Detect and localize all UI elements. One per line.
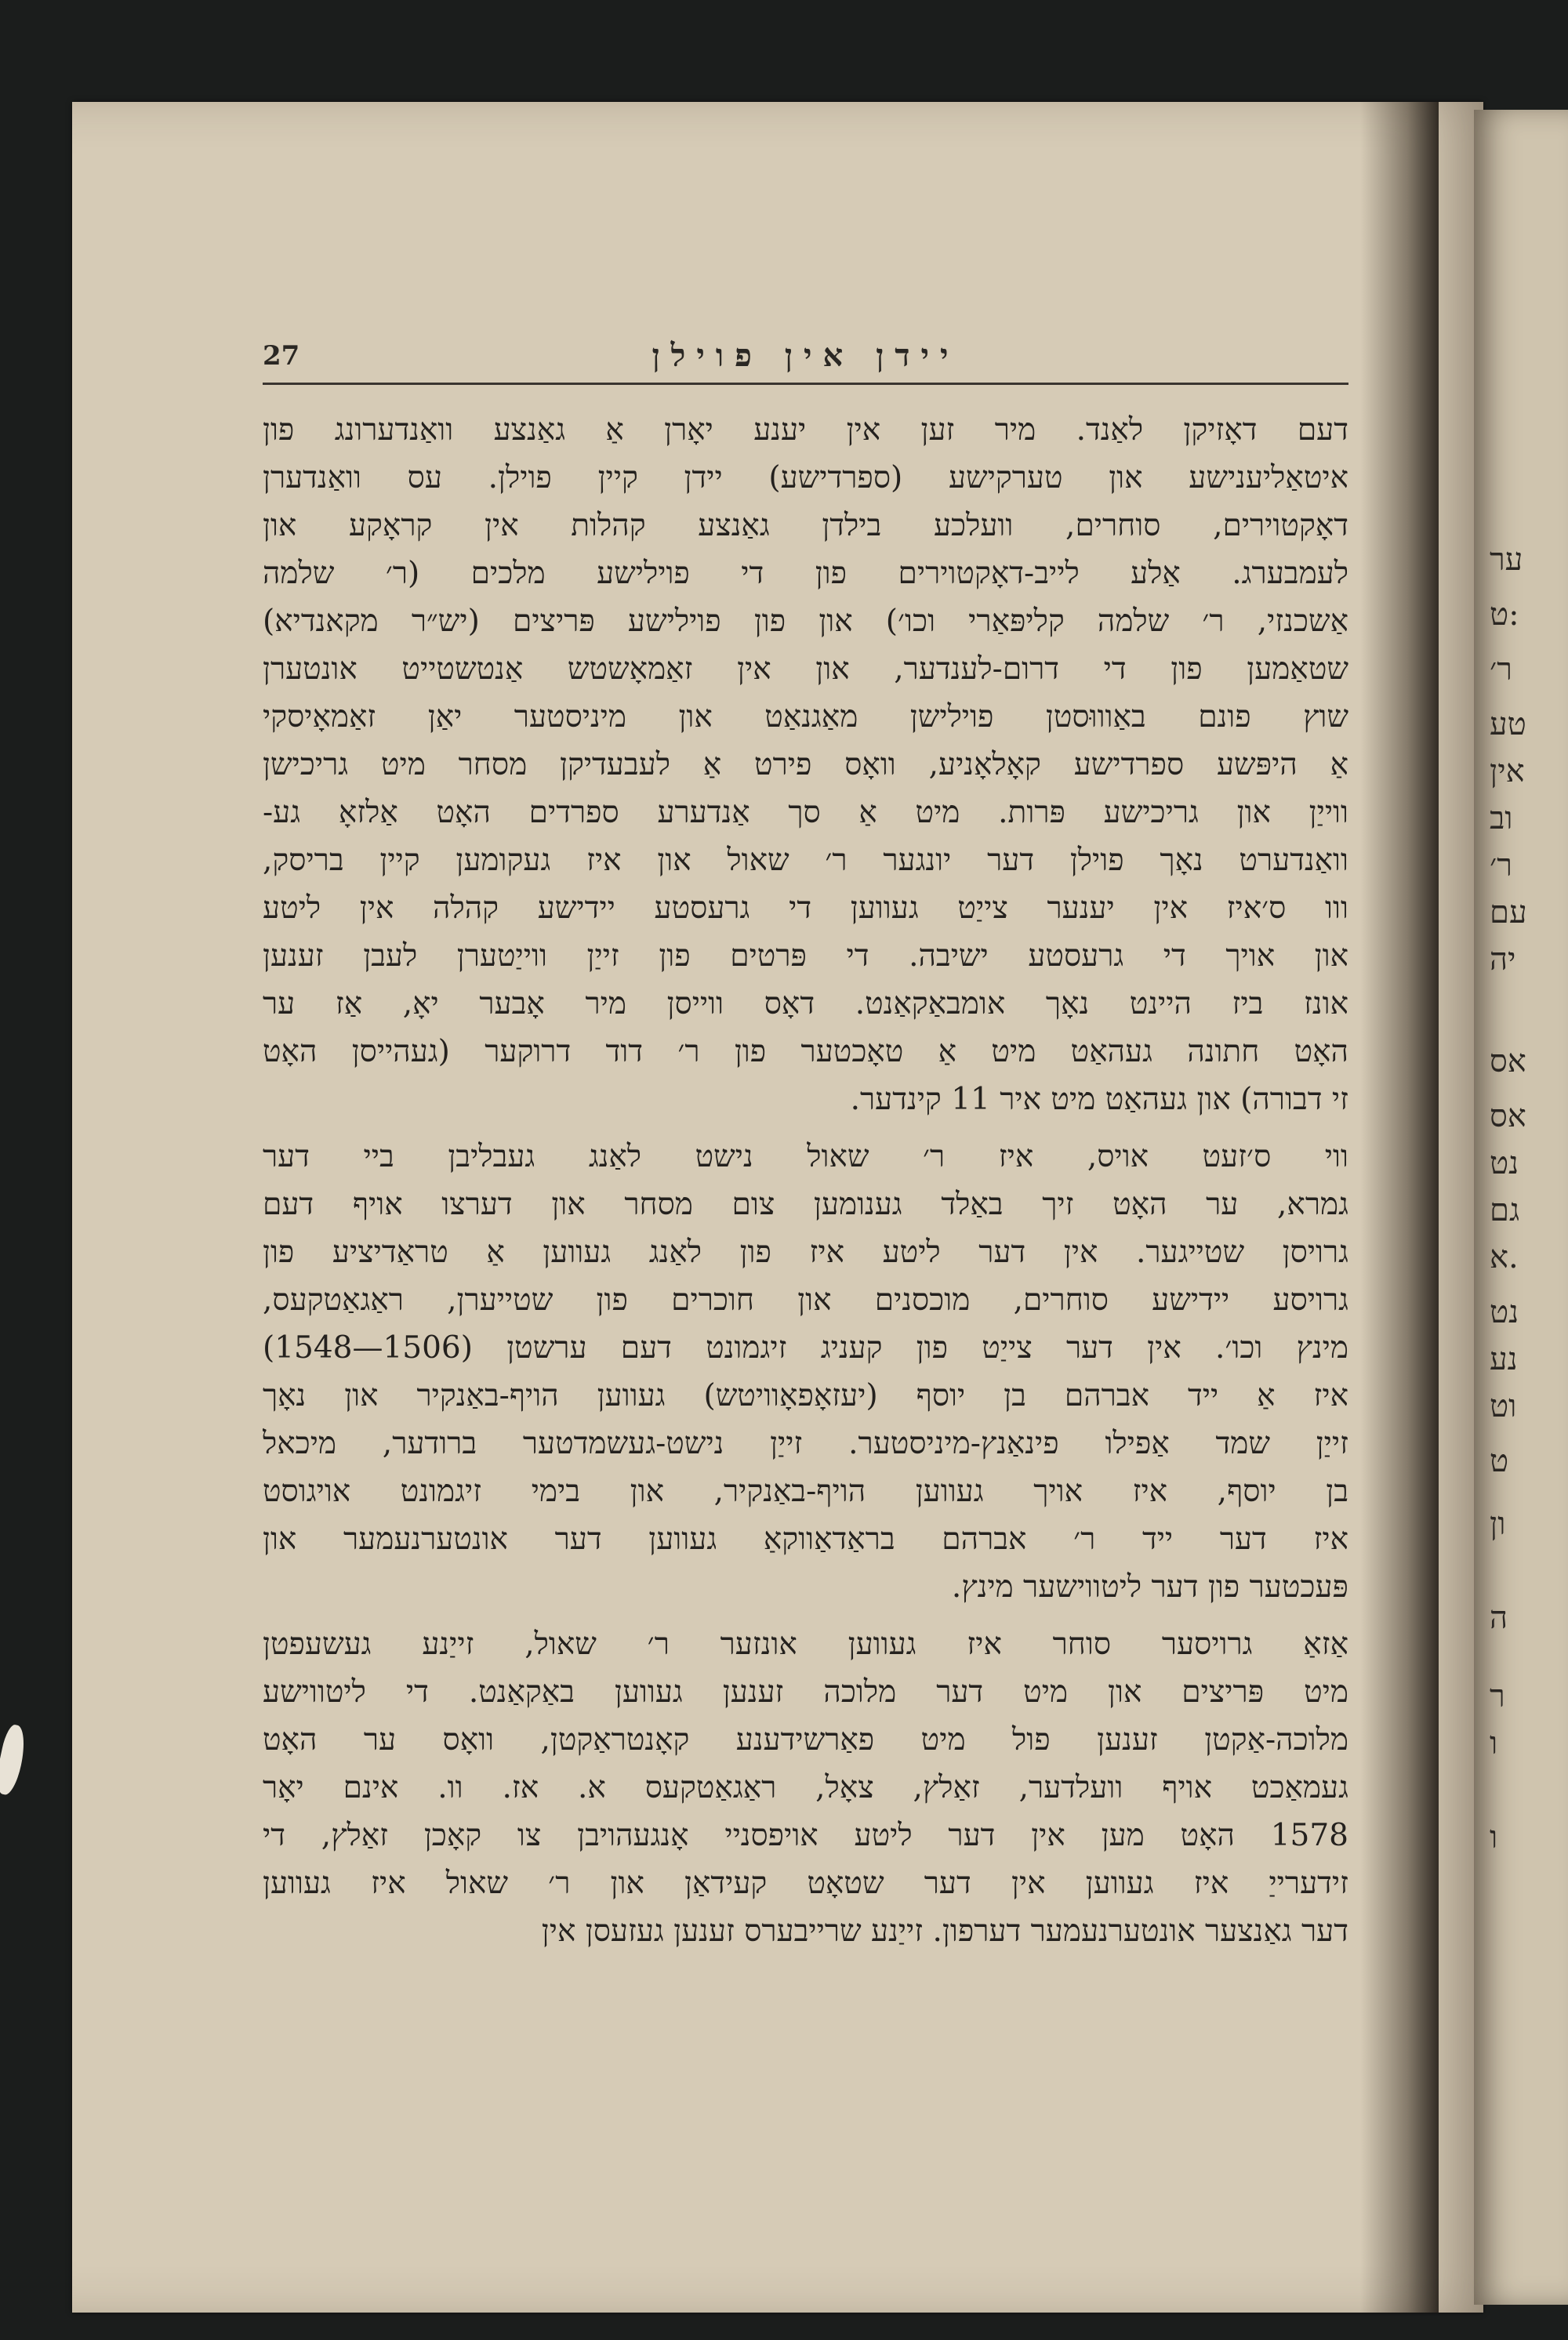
text-line: גרויסן שטייגער. אין דער ליטע איז פון לאַנג געווען אַ טראַדיציע פון: [263, 1235, 1348, 1270]
adjacent-page-fragment: ר׳: [1490, 651, 1512, 687]
text-line: אַ היפּשע ספרדישע קאָלאָניע, וואָס פירט אַ לעבעדיקן מסחר מיט גריכישן: [263, 747, 1348, 782]
adjacent-page-fragment: יה: [1490, 941, 1516, 978]
text-line: געמאַכט אויף וועלדער, זאַלץ, צאָל, ראַגאַטקעס א. אז. וו. אינם יאָר: [263, 1770, 1348, 1805]
adjacent-page-fragment: אס: [1490, 1043, 1526, 1079]
page-header: [263, 337, 1348, 384]
body-text: [263, 406, 1348, 1955]
page-tear-mark: [0, 1723, 29, 1797]
header-rule: [263, 383, 1348, 385]
text-line: אַשכנזי, ר׳ שלמה קליפּאַרי וכו׳) און פון פוילישע פּריצים (יש״ר מקאנדיא): [263, 604, 1348, 639]
adjacent-page-fragment: ה: [1490, 1600, 1508, 1636]
page-gutter-shadow: [1360, 102, 1439, 2313]
running-title: יידן אין פוילן: [652, 337, 960, 374]
adjacent-page-fragment: טע: [1490, 706, 1526, 742]
text-line: גרויסע יידישע סוחרים, מוכסנים און חוכרים פון שטייערן, ראַגאַטקעס,: [263, 1282, 1348, 1318]
adjacent-page-fragment: נט: [1490, 1145, 1519, 1181]
adjacent-page-fragment: וט: [1490, 1388, 1517, 1424]
adjacent-page-fragment: ט: [1490, 1443, 1509, 1479]
adjacent-page-fragment: א.: [1490, 1239, 1519, 1275]
text-line: בן יוסף, איז אויך געווען הויף-באַנקיר, און בימי זיגמונט אויגוסט: [263, 1474, 1348, 1509]
text-line: מינץ וכו׳. אין דער צייַט פון קעניג זיגמונט דעם ערשטן (1506—1548): [263, 1330, 1348, 1366]
text-line: מלוכה-אַקטן זענען פול מיט פאַרשידענע קאָנטראַקטן, וואָס ער האָט: [263, 1722, 1348, 1758]
text-line: גמרא, ער האָט זיך באַלד גענומען צום מסחר און דערצו אויף דעם: [263, 1187, 1348, 1222]
text-line: איז אַ ייד אברהם בן יוסף (יעזאָפאָוויטש) געווען הויף-באַנקיר און נאָך: [263, 1378, 1348, 1413]
text-line: לעמבערג. אַלע לייב-דאָקטוירים פון די פוילישע מלכים (ר׳ שלמה: [263, 556, 1348, 591]
adjacent-page-fragment: ר׳: [1490, 847, 1512, 883]
text-line: ווי ס׳זעט אויס, איז ר׳ שאול נישט לאַנג געבליבן ביי דער: [263, 1139, 1348, 1174]
text-line: פּעכטער פון דער ליטווישער מינץ.: [951, 1569, 1348, 1605]
text-line: ווייַן און גריכישע פּרות. מיט אַ סך אַנדערע ספרדים האָט אַלזאָ גע-: [263, 795, 1348, 830]
text-line: זידערייַ איז געווען אין דער שטאָט קעידאַן און ר׳ שאול איז געווען: [263, 1866, 1348, 1901]
adjacent-page-edge: [1474, 110, 1568, 2305]
text-line: האָט חתונה געהאַט מיט אַ טאָכטער פון ר׳ דוד דרוקער (געהייסן האָט: [263, 1034, 1348, 1069]
adjacent-page-fragment: ער: [1490, 542, 1523, 578]
text-line: ווו ס׳איז אין יענער צייַט געווען די גרעסטע יידישע קהלה אין ליטע: [263, 891, 1348, 926]
adjacent-page-fragment: אין: [1490, 753, 1525, 789]
adjacent-page-fragment: גם: [1490, 1192, 1520, 1228]
text-line: דער גאַנצער אונטערנעמער דערפון. זייַנע שרייבערס זענען געזעסן אין: [541, 1914, 1348, 1949]
paragraph-gap: [263, 1611, 1348, 1620]
text-line: זי דבורה) און געהאַט מיט איר 11 קינדער.: [850, 1082, 1348, 1117]
text-line: שטאַמען פון די דרום-לענדער, און אין זאַמאָשטש אַנטשטייט אונטערן: [263, 651, 1348, 687]
text-line: און אויך די גרעסטע ישיבה. די פּרטים פון זייַן ווייַטערן לעבן זענען: [263, 938, 1348, 974]
paragraph: [263, 1133, 1348, 1611]
text-line: זייַן שמד אַפילו פינאַנץ-מיניסטער. זייַן נישט-געשמדטער ברודער, מיכאל: [263, 1426, 1348, 1461]
adjacent-page-fragment: ר: [1490, 1678, 1505, 1714]
adjacent-page-fragment: עם: [1490, 894, 1527, 931]
adjacent-page-fragment: נע: [1490, 1341, 1518, 1377]
text-line: אַזאַ גרויסער סוחר איז געווען אונזער ר׳ שאול, זייַנע געשעפטן: [263, 1627, 1348, 1662]
adjacent-page-fragment: ון: [1490, 1506, 1506, 1542]
page-number: 27: [263, 340, 300, 372]
text-line: דאָקטוירים, סוחרים, וועלכע בילדן גאַנצע קהלות אין קראָקע און: [263, 508, 1348, 543]
paragraph-gap: [263, 1123, 1348, 1133]
adjacent-page-fragment: ו: [1490, 1819, 1498, 1856]
paragraph: [263, 406, 1348, 1123]
text-line: איז דער ייד ר׳ אברהם בראַדאַווקאַ געווען דער אונטערנעמער און: [263, 1522, 1348, 1557]
text-line: וואַנדערט נאָך פוילן דער יונגער ר׳ שאול און איז געקומען קיין בריסק,: [263, 843, 1348, 878]
paragraph: [263, 1620, 1348, 1955]
text-line: איטאַליענישע און טערקישע (ספרדישע) יידן קיין פוילן. עס וואַנדערן: [263, 460, 1348, 495]
text-line: 1578 האָט מען אין דער ליטע אויפסניי אָנגעהויבן צו קאָכן זאַלץ, די: [263, 1818, 1348, 1853]
text-line: דעם דאָזיקן לאַנד. מיר זען אין יענע יאָרן אַ גאַנצע וואַנדערונג פון: [263, 412, 1348, 448]
adjacent-page-fragment: אס: [1490, 1098, 1526, 1134]
adjacent-page-fragment: וב: [1490, 800, 1513, 836]
adjacent-page-fragment: ט:: [1490, 597, 1519, 633]
text-line: אונז ביז היינט נאָך אומבאַקאַנט. דאָס ווייסן מיר אָבער יאָ, אַז ער: [263, 986, 1348, 1021]
adjacent-page-fragment: נט: [1490, 1294, 1519, 1330]
text-line: מיט פּריצים און מיט דער מלוכה זענען געווען באַקאַנט. די ליטווישע: [263, 1674, 1348, 1710]
text-line: שוץ פונם באַוווּסטן פוילישן מאַגנאַט און מיניסטער יאַן זאַמאָיסקי: [263, 699, 1348, 735]
adjacent-page-fragment: ו: [1490, 1725, 1498, 1761]
